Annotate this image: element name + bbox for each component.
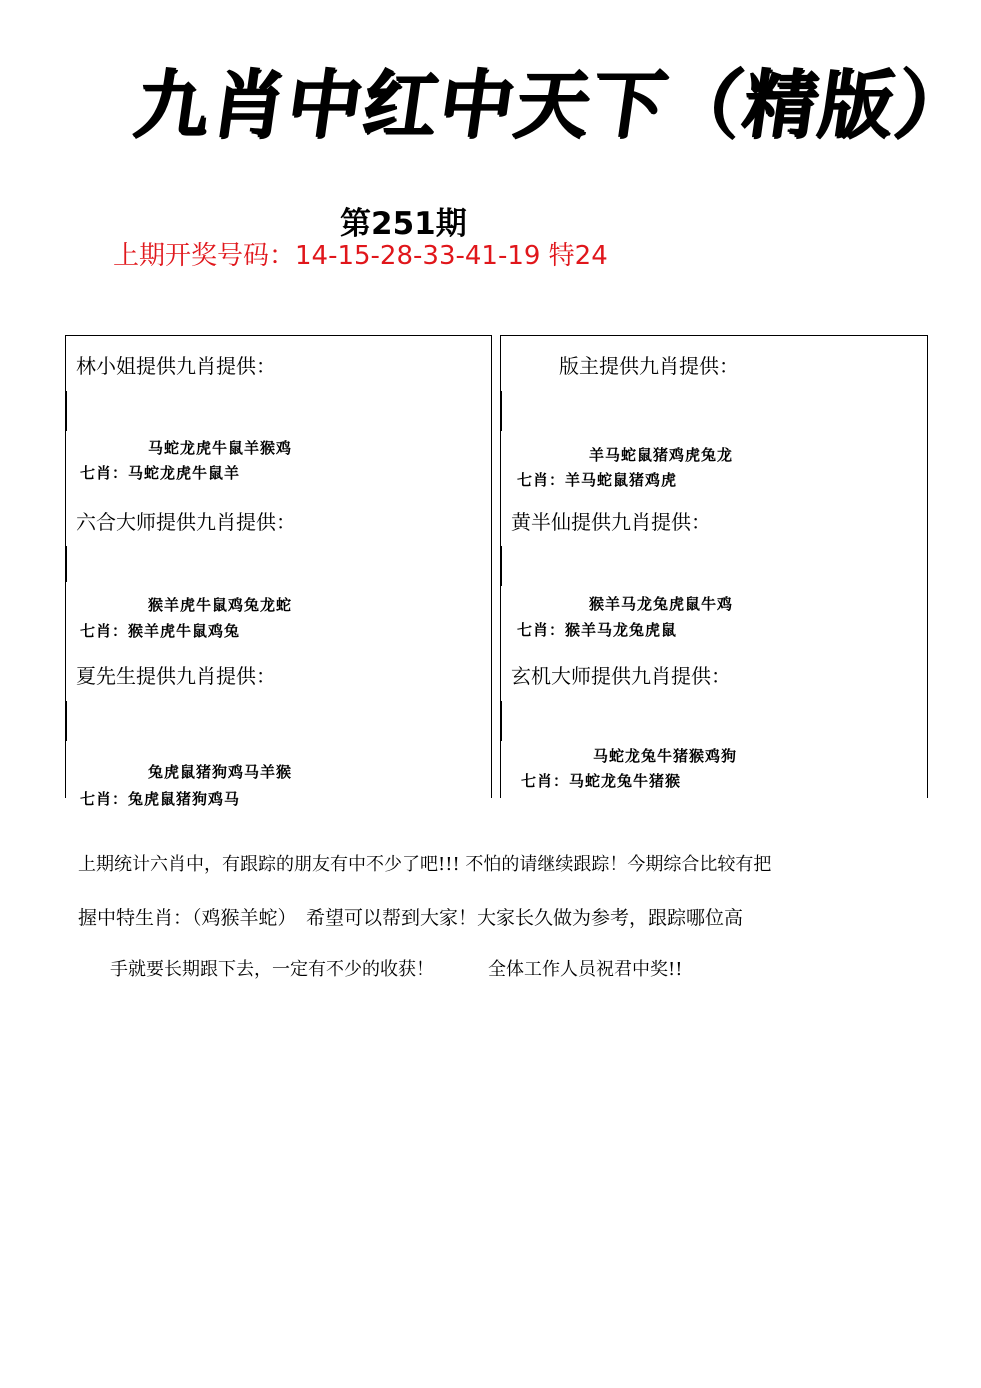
footer-text-line: 手就要长期跟下去，一定有不少的收获！ 全体工作人员祝君中奖!! [110, 959, 683, 980]
margin-tick [65, 391, 67, 431]
seven-zodiac-list: 七肖：羊马蛇鼠猪鸡虎 [517, 471, 678, 489]
seven-zodiac-list: 七肖：猴羊马龙兔虎鼠 [517, 621, 678, 639]
provider-heading: 六合大师提供九肖提供： [76, 510, 296, 534]
page-title: 九肖中红中天下（精版） [128, 62, 978, 148]
margin-tick [500, 701, 502, 741]
margin-tick [500, 546, 502, 586]
seven-zodiac-list: 七肖：兔虎鼠猪狗鸡马 [80, 790, 241, 808]
seven-zodiac-list: 七肖：马蛇龙兔牛猪猴 [521, 772, 682, 790]
provider-heading: 玄机大师提供九肖提供： [511, 664, 731, 688]
left-panel [65, 335, 492, 808]
provider-heading: 夏先生提供九肖提供： [76, 664, 276, 688]
seven-zodiac-list: 七肖：马蛇龙虎牛鼠羊 [80, 464, 241, 482]
nine-zodiac-list: 猴羊虎牛鼠鸡兔龙蛇 [148, 596, 293, 614]
nine-zodiac-list: 兔虎鼠猪狗鸡马羊猴 [148, 763, 293, 781]
nine-zodiac-list: 马蛇龙兔牛猪猴鸡狗 [593, 747, 738, 765]
seven-zodiac-list: 七肖：猴羊虎牛鼠鸡兔 [80, 622, 241, 640]
nine-zodiac-list: 猴羊马龙兔虎鼠牛鸡 [589, 595, 734, 613]
margin-tick [500, 391, 502, 431]
provider-heading: 黄半仙提供九肖提供： [511, 510, 711, 534]
margin-tick [65, 546, 67, 582]
margin-tick [65, 701, 67, 741]
issue-number: 第251期 [340, 206, 467, 242]
provider-heading: 林小姐提供九肖提供： [76, 354, 276, 378]
provider-heading: 版主提供九肖提供： [559, 354, 739, 378]
footer-text-line: 上期统计六肖中，有跟踪的朋友有中不少了吧!!! 不怕的请继续跟踪！今期综合比较有把 [78, 854, 772, 875]
right-panel [500, 335, 928, 798]
nine-zodiac-list: 羊马蛇鼠猪鸡虎兔龙 [589, 446, 734, 464]
nine-zodiac-list: 马蛇龙虎牛鼠羊猴鸡 [148, 439, 293, 457]
last-draw-numbers: 上期开奖号码：14-15-28-33-41-19 特24 [113, 241, 608, 271]
footer-text-line: 握中特生肖：（鸡猴羊蛇） 希望可以帮到大家！大家长久做为参考，跟踪哪位高 [78, 907, 744, 929]
